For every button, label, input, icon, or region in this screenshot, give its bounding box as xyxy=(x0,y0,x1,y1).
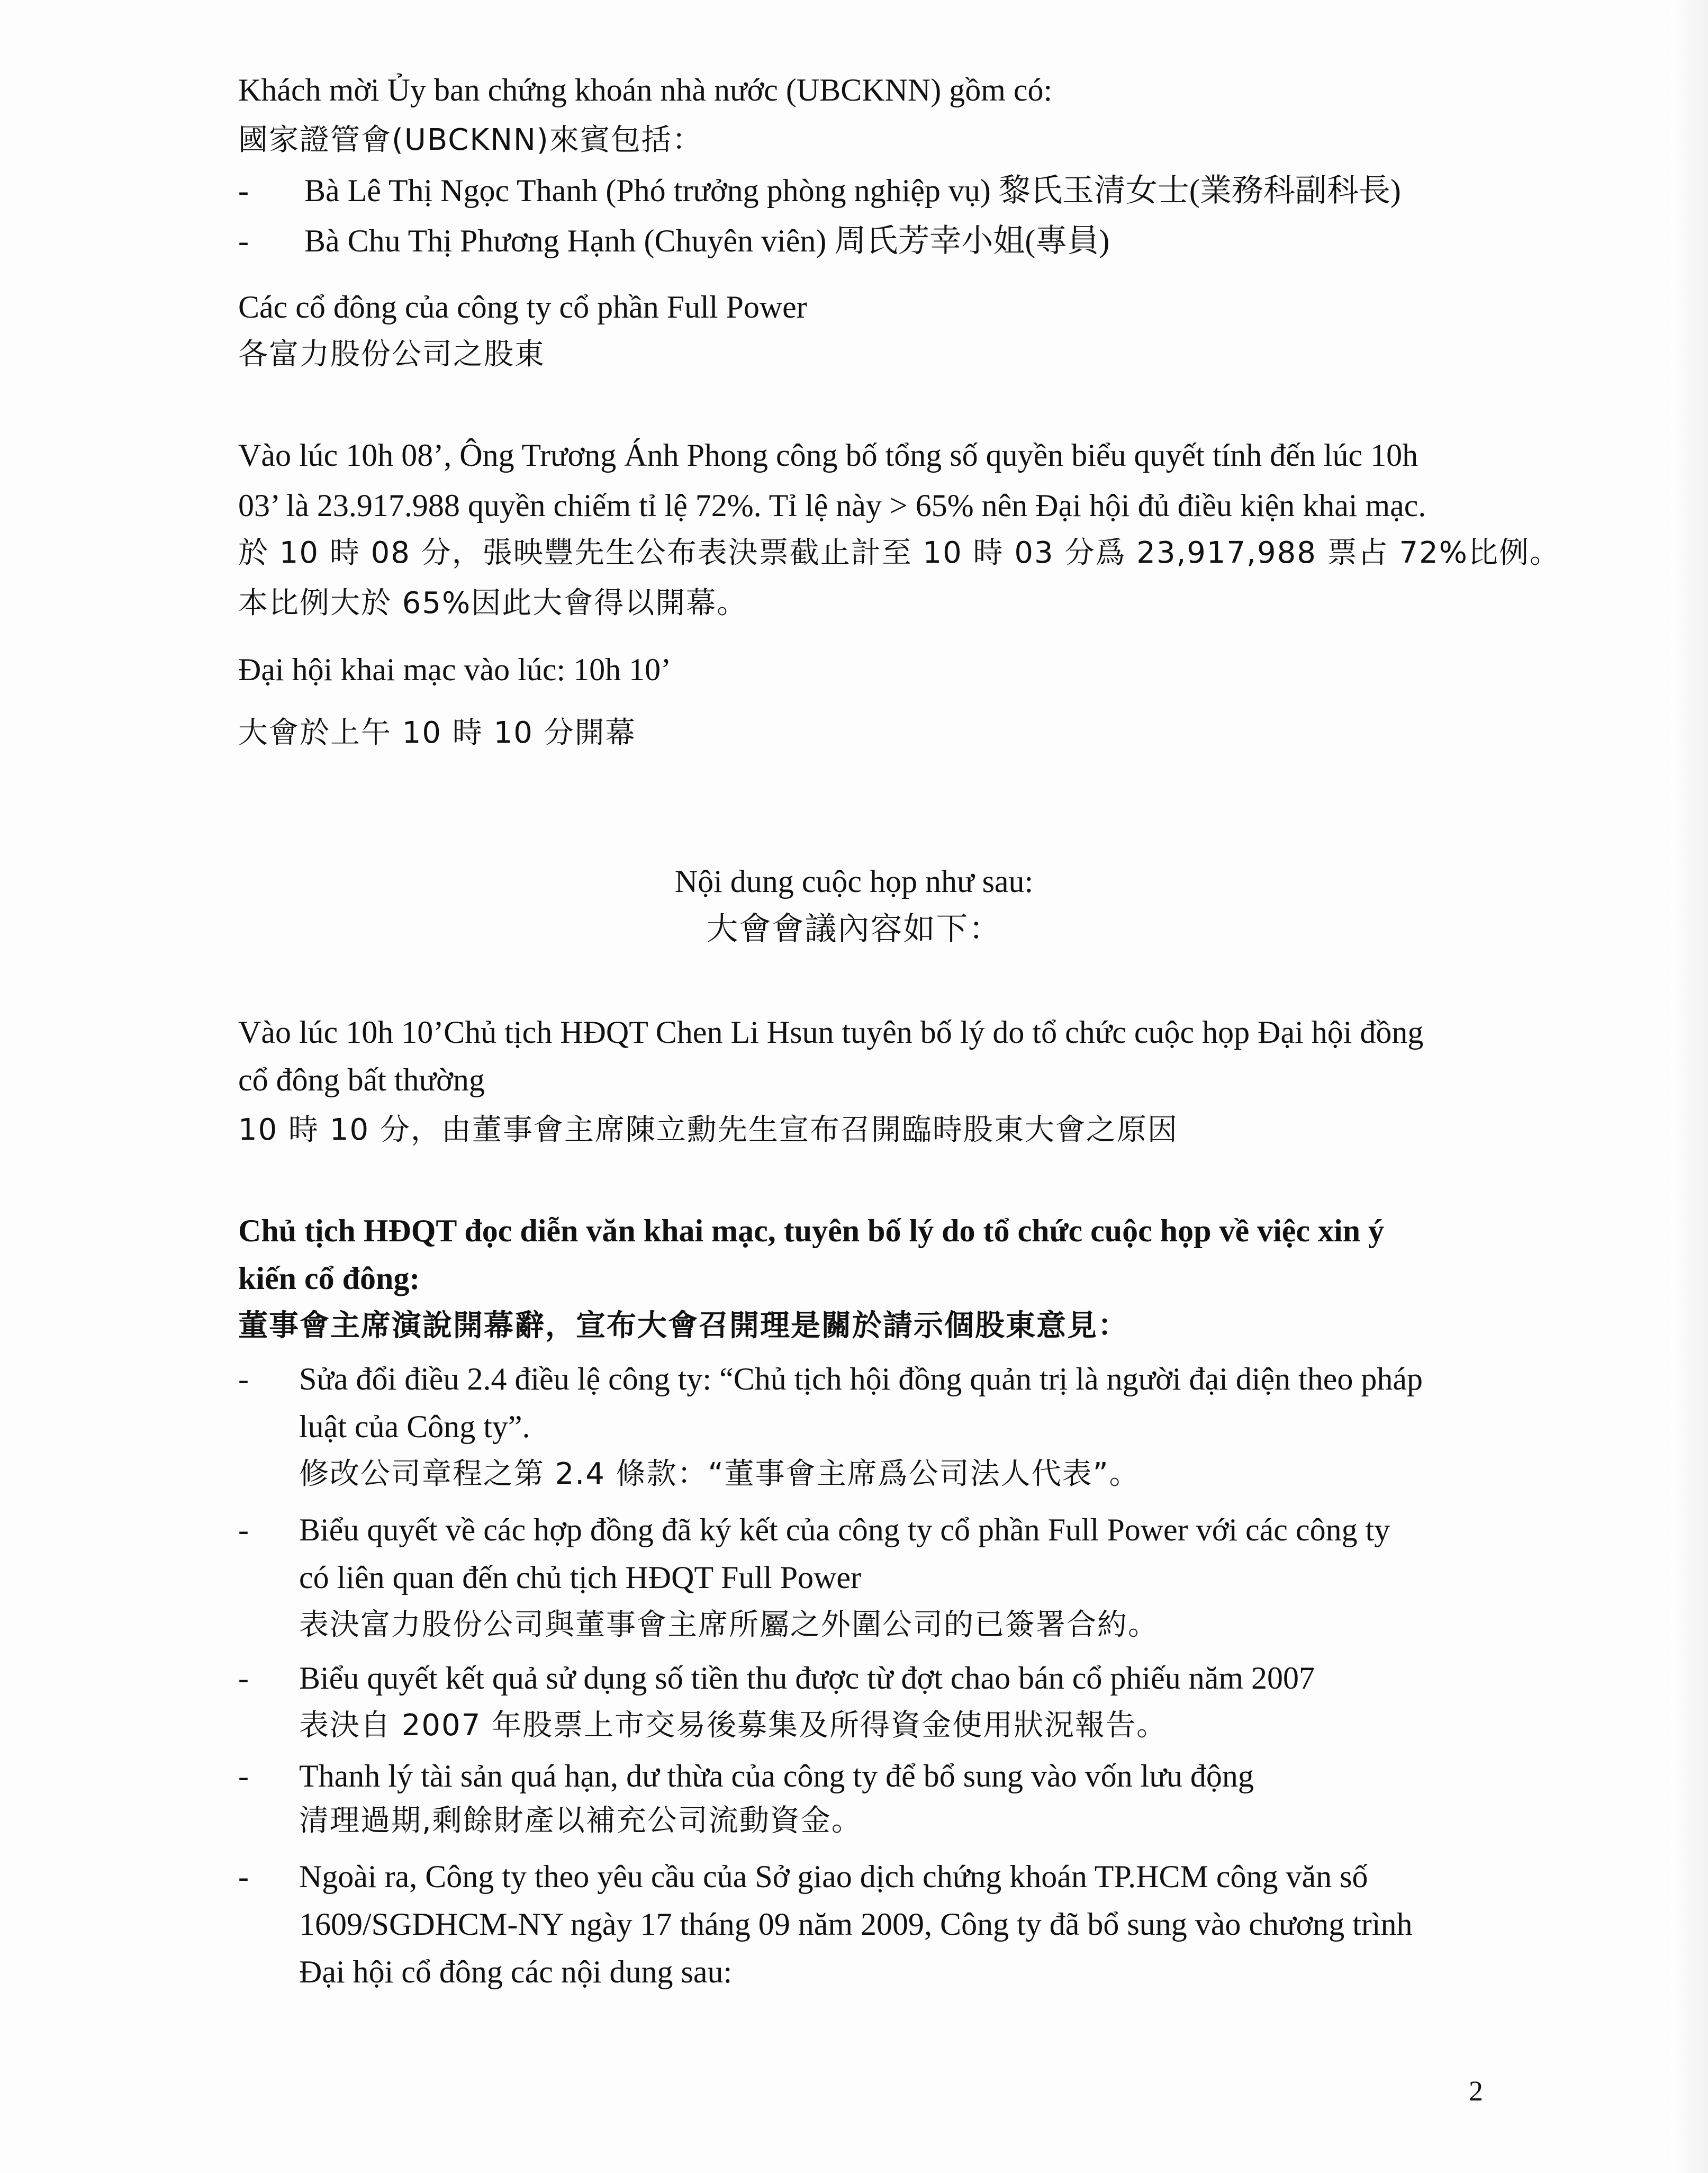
speech-item-line: luật của Công ty”. xyxy=(299,1409,530,1444)
speech-item-line: 表決自 2007 年股票上市交易後募集及所得資金使用狀況報告。 xyxy=(299,1708,1168,1743)
scan-edge xyxy=(1671,0,1708,2173)
speech-item-bullet: - xyxy=(238,1361,249,1396)
speech-item-line: 1609/SGDHCM-NY ngày 17 tháng 09 năm 2009, Công ty đã bổ sung vào chương trình xyxy=(299,1907,1413,1942)
speech-item-line: Đại hội cổ đông các nội dung sau: xyxy=(299,1954,733,1989)
quorum-zh-line1: 於 10 時 08 分，張映豐先生公布表決票截止計至 10 時 03 分爲 23,917,988 票占 72%比例。 xyxy=(238,536,1560,570)
guests-intro-vi: Khách mời Ủy ban chứng khoán nhà nước (UBCKNN) gồm có: xyxy=(238,73,1053,107)
guest-bullet: - xyxy=(238,173,249,208)
speech-title-line2: kiến cổ đông: xyxy=(238,1261,420,1296)
speech-item-bullet: - xyxy=(238,1759,249,1793)
chair-announcement-vi-line1: Vào lúc 10h 10’Chủ tịch HĐQT Chen Li Hsun tuyên bố lý do tổ chức cuộc họp Đại hội đồng xyxy=(238,1015,1424,1050)
quorum-zh-line2: 本比例大於 65%因此大會得以開幕。 xyxy=(238,586,748,620)
speech-title-zh: 董事會主席演說開幕辭，宣布大會召開理是關於請示個股東意見： xyxy=(238,1309,1128,1343)
opening-vi: Đại hội khai mạc vào lúc: 10h 10’ xyxy=(238,652,672,687)
speech-item-line: Sửa đổi điều 2.4 điều lệ công ty: “Chủ tịch hội đồng quản trị là người đại diện theo pháp xyxy=(299,1361,1423,1396)
guest-item: Bà Chu Thị Phương Hạnh (Chuyên viên) 周氏芳幸小姐(專員) xyxy=(304,223,1110,258)
speech-item-line: 修改公司章程之第 2.4 條款：“董事會主席爲公司法人代表”。 xyxy=(299,1457,1140,1491)
speech-item-line: Biểu quyết kết quả sử dụng số tiền thu được từ đợt chao bán cổ phiếu năm 2007 xyxy=(299,1661,1315,1696)
guests-intro-zh: 國家證管會(UBCKNN)來賓包括： xyxy=(238,123,703,157)
shareholders-zh: 各富力股份公司之股東 xyxy=(238,337,545,372)
agenda-heading-zh: 大會會議內容如下： xyxy=(706,910,1002,948)
guest-item: Bà Lê Thị Ngọc Thanh (Phó trưởng phòng nghiệp vụ) 黎氏玉清女士(業務科副科長) xyxy=(304,173,1401,208)
speech-item-line: Biểu quyết về các hợp đồng đã ký kết của công ty cổ phần Full Power với các công ty xyxy=(299,1512,1390,1547)
speech-item-line: 表決富力股份公司與董事會主席所屬之外圍公司的已簽署合約。 xyxy=(299,1608,1159,1642)
guest-bullet: - xyxy=(238,223,249,258)
speech-item-line: Ngoài ra, Công ty theo yêu cầu của Sở giao dịch chứng khoán TP.HCM công văn số xyxy=(299,1859,1368,1894)
speech-item-bullet: - xyxy=(238,1512,249,1547)
opening-zh: 大會於上午 10 時 10 分開幕 xyxy=(238,716,636,750)
chair-announcement-zh: 10 時 10 分，由董事會主席陳立勳先生宣布召開臨時股東大會之原因 xyxy=(238,1113,1178,1147)
speech-item-line: Thanh lý tài sản quá hạn, dư thừa của công ty để bổ sung vào vốn lưu động xyxy=(299,1759,1254,1793)
speech-item-line: 清理過期,剩餘財產以補充公司流動資金。 xyxy=(299,1804,862,1838)
speech-title-line1: Chủ tịch HĐQT đọc diễn văn khai mạc, tuyên bố lý do tổ chức cuộc họp về việc xin ý xyxy=(238,1213,1385,1248)
agenda-heading-vi: Nội dung cuộc họp như sau: xyxy=(674,864,1034,899)
shareholders-vi: Các cổ đông của công ty cổ phần Full Power xyxy=(238,290,807,324)
chair-announcement-vi-line2: cổ đông bất thường xyxy=(238,1062,485,1097)
page-number: 2 xyxy=(1469,2075,1483,2107)
quorum-vi-line2: 03’ là 23.917.988 quyền chiếm tỉ lệ 72%. Tỉ lệ này > 65% nên Đại hội đủ điều kiện khai mạc. xyxy=(238,488,1426,523)
speech-item-line: có liên quan đến chủ tịch HĐQT Full Power xyxy=(299,1560,862,1595)
speech-item-bullet: - xyxy=(238,1661,249,1696)
speech-item-bullet: - xyxy=(238,1859,249,1894)
quorum-vi-line1: Vào lúc 10h 08’, Ông Trương Ánh Phong công bố tổng số quyền biểu quyết tính đến lúc 10h xyxy=(238,438,1418,473)
